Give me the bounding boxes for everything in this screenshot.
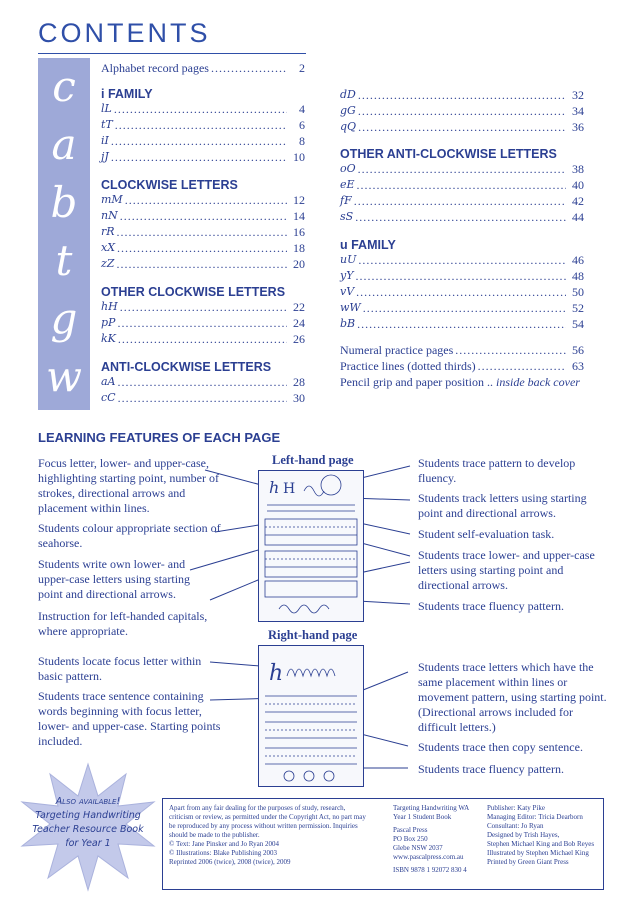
contents-row-label: vV <box>340 285 355 298</box>
contents-row-label: oO <box>340 162 356 175</box>
star-line: Teacher Resource Book <box>32 824 144 835</box>
contents-row[interactable] <box>340 87 584 103</box>
contents-row-label: zZ <box>101 257 115 270</box>
contents-row-page: 26 <box>293 332 305 346</box>
strip-letter: b <box>50 178 78 227</box>
contents-row[interactable] <box>101 60 305 76</box>
contents-row-label: bB <box>340 317 356 330</box>
credit-line: Pascal Press <box>393 826 428 834</box>
contents-row-label: gG <box>340 104 356 117</box>
contents-row-label: sS <box>340 210 354 223</box>
features-title: LEARNING FEATURES OF EACH PAGE <box>38 430 281 445</box>
contents-row-page: 63 <box>572 359 584 373</box>
contents-row-page: 46 <box>572 253 584 267</box>
letter-strip <box>38 58 90 410</box>
contents-row-page: 16 <box>293 225 305 239</box>
contents-row-label: qQ <box>340 120 357 133</box>
credit-line: © Illustrations: Blake Publishing 2003 <box>169 849 277 857</box>
feature-note: Students colour appropriate section of seahorse. <box>38 521 221 550</box>
credits-column-copyright <box>169 804 369 867</box>
left-page-illustration <box>259 471 363 621</box>
contents-row-page: 30 <box>293 391 305 405</box>
star-line: for Year 1 <box>65 838 111 849</box>
contents-row[interactable] <box>101 374 305 390</box>
credit-line: Targeting Handwriting WA <box>393 804 470 812</box>
contents-row[interactable] <box>101 149 305 165</box>
contents-row-page: 12 <box>293 193 305 207</box>
contents-row-label: cC <box>101 391 116 404</box>
section-heading: i FAMILY <box>101 87 153 101</box>
contents-row[interactable] <box>340 374 584 390</box>
contents-row-page: 28 <box>293 375 305 389</box>
contents-row-label: fF <box>340 194 352 207</box>
contents-row-page: 4 <box>299 102 305 116</box>
right-page-thumbnail <box>258 645 364 787</box>
contents-row-page: 34 <box>572 104 584 118</box>
contents-row-label: rR <box>101 225 115 238</box>
contents-row[interactable] <box>340 284 584 300</box>
right-page-label: Right-hand page <box>268 628 358 642</box>
contents-row[interactable] <box>101 208 305 224</box>
feature-note: Students write own lower- and upper-case letters using starting point and directional arrows. <box>38 557 191 601</box>
contents-row-page: 54 <box>572 317 584 331</box>
contents-row-page: 22 <box>293 300 305 314</box>
credit-line: Designed by Trish Hayes, <box>487 831 560 839</box>
contents-row[interactable] <box>101 331 305 347</box>
credit-line: should be made to the publisher. <box>169 831 260 839</box>
contents-row-label: wW <box>340 301 361 314</box>
credit-line: Stephen Michael King and Bob Reyes <box>487 840 595 848</box>
credit-line: © Text: Jane Pinsker and Jo Ryan 2004 <box>169 840 279 848</box>
contents-row[interactable] <box>101 240 305 256</box>
contents-row-label: Numeral practice pages <box>340 343 454 357</box>
left-page-label: Left-hand page <box>272 453 354 467</box>
contents-row[interactable] <box>340 161 584 177</box>
contents-row-label: uU <box>340 253 357 266</box>
credit-line: Reprinted 2006 (twice), 2008 (twice), 2009 <box>169 858 291 866</box>
contents-row-page: 14 <box>293 209 305 223</box>
contents-row[interactable] <box>340 177 584 193</box>
contents-row[interactable] <box>340 103 584 119</box>
contents-row-page: 10 <box>293 150 305 164</box>
credit-line: Illustrated by Stephen Michael King <box>487 849 589 857</box>
credit-line: www.pascalpress.com.au <box>393 853 464 861</box>
strip-letter: a <box>51 120 77 169</box>
feature-note: Students trace fluency pattern. <box>418 762 564 776</box>
strip-letter: c <box>52 62 76 111</box>
credit-line: Managing Editor: Tricia Dearborn <box>487 813 583 821</box>
contents-row-label: Practice lines (dotted thirds) <box>340 359 476 373</box>
contents-row[interactable] <box>340 252 584 268</box>
star-badge-text[interactable] <box>23 795 153 851</box>
contents-row-label: kK <box>101 332 116 345</box>
svg-text:h: h <box>269 478 280 497</box>
strip-letter: t <box>55 236 73 285</box>
contents-row-page: 52 <box>572 301 584 315</box>
contents-row-page: 6 <box>299 118 305 132</box>
contents-row[interactable] <box>340 193 584 209</box>
credit-line: Glebe NSW 2037 <box>393 844 443 852</box>
section-heading: OTHER CLOCKWISE LETTERS <box>101 285 286 299</box>
credit-line: Year 1 Student Book <box>393 813 452 821</box>
credit-line: Consultant: Jo Ryan <box>487 822 544 830</box>
credit-line: be reproduced by any process without written permission. Inquiries <box>169 822 358 830</box>
feature-note: Student self-evaluation task. <box>418 527 555 541</box>
right-page-illustration <box>259 646 363 786</box>
contents-row[interactable] <box>101 390 305 406</box>
contents-row-label: mM <box>101 193 123 206</box>
contents-row-label: nN <box>101 209 118 222</box>
contents-row[interactable] <box>101 101 305 117</box>
contents-row-page: 44 <box>572 210 584 224</box>
credits-column-staff <box>487 804 601 867</box>
section-heading: OTHER ANTI-CLOCKWISE LETTERS <box>340 147 557 161</box>
contents-row-page: 24 <box>293 316 305 330</box>
contents-row-page: 36 <box>572 120 584 134</box>
contents-row-label: xX <box>101 241 116 254</box>
star-line: Targeting Handwriting <box>35 810 141 821</box>
contents-row-label: Pencil grip and paper position .. <box>340 375 493 389</box>
contents-row[interactable] <box>101 133 305 149</box>
feature-note: Students trace letters which have the same placement within lines or movement pattern, using starting point. (Directional arrows included for difficult letters.) <box>418 660 607 734</box>
svg-text:h: h <box>269 661 284 686</box>
feature-note: Students locate focus letter within basic pattern. <box>38 654 202 683</box>
contents-row[interactable] <box>340 209 584 225</box>
contents-row[interactable] <box>340 342 584 358</box>
feature-note: Students trace then copy sentence. <box>418 740 583 754</box>
credit-line: criticism or review, as permitted under the Copyright Act, no part may <box>169 813 366 821</box>
contents-row[interactable] <box>101 224 305 240</box>
contents-right-column <box>340 87 584 390</box>
svg-text:H: H <box>283 481 296 497</box>
credit-line: Apart from any fair dealing for the purposes of study, research, <box>169 804 346 812</box>
contents-row-label: iI <box>101 134 109 147</box>
feature-note: Students trace fluency pattern. <box>418 599 564 613</box>
contents-row[interactable] <box>340 268 584 284</box>
contents-row-page: 56 <box>572 343 584 357</box>
left-page-thumbnail <box>258 470 364 622</box>
contents-row-label: eE <box>340 178 355 191</box>
contents-row-label: pP <box>101 316 116 329</box>
feature-note: Students track letters using starting point and directional arrows. <box>418 491 587 520</box>
contents-row[interactable] <box>101 117 305 133</box>
contents-row[interactable] <box>101 315 305 331</box>
section-heading: ANTI-CLOCKWISE LETTERS <box>101 360 272 374</box>
contents-row-page: 20 <box>293 257 305 271</box>
contents-row-label: lL <box>101 102 112 115</box>
strip-letter: g <box>50 294 78 343</box>
contents-row-page: inside back cover <box>495 375 580 389</box>
contents-row-page: 48 <box>572 269 584 283</box>
contents-row[interactable] <box>340 358 584 374</box>
contents-row-page: 32 <box>572 88 584 102</box>
credit-line: PO Box 250 <box>393 835 428 843</box>
contents-row-label: jJ <box>101 150 109 163</box>
contents-row-label: hH <box>101 300 118 313</box>
credits-box <box>162 798 604 890</box>
page-title: CONTENTS <box>38 18 211 48</box>
feature-note: Focus letter, lower- and upper-case, highlighting starting point, number of strokes, directional arrows and placement within lines. <box>38 456 219 515</box>
contents-row-label: aA <box>101 375 116 388</box>
title-rule <box>38 53 306 54</box>
feature-note: Instruction for left-handed capitals, where appropriate. <box>38 609 208 638</box>
credits-column-publisher <box>393 804 485 875</box>
contents-row-page: 50 <box>572 285 584 299</box>
contents-row-page: 40 <box>572 178 584 192</box>
credit-line: Publisher: Katy Pike <box>487 804 545 812</box>
feature-note: Students trace lower- and upper-case letters using starting point and directional arrows. <box>418 548 595 592</box>
contents-row-label: tT <box>101 118 113 131</box>
contents-row-page: 38 <box>572 162 584 176</box>
contents-row[interactable] <box>340 119 584 135</box>
star-line: Also available! <box>55 796 121 807</box>
contents-row-page: 18 <box>293 241 305 255</box>
credit-line: ISBN 9878 1 92072 830 4 <box>393 866 467 874</box>
contents-row[interactable] <box>340 316 584 332</box>
feature-note: Students trace sentence containing words beginning with focus letter, lower- and upper-case. Starting points included. <box>38 689 221 748</box>
contents-row[interactable] <box>101 256 305 272</box>
contents-row-label: Alphabet record pages <box>101 61 209 75</box>
contents-row[interactable] <box>101 192 305 208</box>
contents-row[interactable] <box>340 300 584 316</box>
contents-row-page: 8 <box>299 134 305 148</box>
contents-left-column <box>101 60 305 406</box>
contents-row-page: 2 <box>299 61 305 75</box>
section-heading: CLOCKWISE LETTERS <box>101 178 238 192</box>
contents-row-label: dD <box>340 88 356 101</box>
feature-note: Students trace pattern to develop fluency. <box>418 456 576 485</box>
section-heading: u FAMILY <box>340 238 396 252</box>
contents-row[interactable] <box>101 299 305 315</box>
strip-letter: w <box>46 352 82 401</box>
contents-row-page: 42 <box>572 194 584 208</box>
contents-row-label: yY <box>340 269 354 282</box>
credit-line: Printed by Green Giant Press <box>487 858 569 866</box>
